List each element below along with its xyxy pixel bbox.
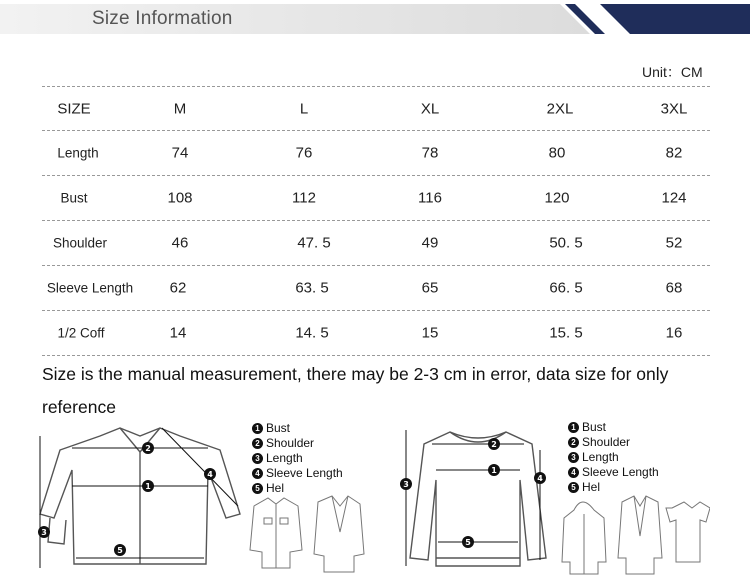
- table-cell: 50. 5: [549, 234, 583, 252]
- row-label: Shoulder: [52, 235, 108, 251]
- legend-item: [568, 450, 659, 465]
- table-cell: 15: [421, 324, 439, 342]
- legend-item: [568, 435, 659, 450]
- row-label: Length: [57, 145, 99, 161]
- unit-label: Unit：CM: [642, 64, 703, 80]
- legend-text: Hel: [266, 481, 285, 495]
- row-label: 1/2 Coff: [57, 325, 105, 341]
- measurement-legend-right: [568, 420, 659, 495]
- legend-text: Hel: [582, 480, 601, 494]
- legend-item: [568, 465, 659, 480]
- svg-text:3: 3: [403, 480, 409, 489]
- table-cell: 63. 5: [295, 279, 329, 297]
- svg-text:4: 4: [207, 470, 213, 479]
- table-cell: 120: [544, 189, 570, 207]
- size-table: [42, 86, 710, 356]
- legend-text: Shoulder: [582, 435, 631, 449]
- legend-item: [252, 466, 343, 481]
- svg-text:3: 3: [41, 528, 47, 537]
- measurement-legend: [252, 421, 343, 496]
- table-cell: 80: [548, 144, 566, 162]
- legend-number: 2: [568, 437, 579, 448]
- legend-number: 1: [568, 422, 579, 433]
- table-cell: 16: [665, 324, 683, 342]
- svg-text:1: 1: [491, 466, 497, 475]
- table-cell: 14. 5: [295, 324, 329, 342]
- legend-item: [252, 436, 343, 451]
- legend-text: Length: [582, 450, 619, 464]
- legend-text: Sleeve Length: [582, 465, 659, 479]
- legend-number: 5: [568, 482, 579, 493]
- table-row: [42, 266, 710, 311]
- page-title: Size Information: [92, 8, 233, 29]
- table-cell: 124: [661, 189, 687, 207]
- column-header: 2XL: [546, 100, 574, 117]
- table-row: [42, 131, 710, 176]
- svg-text:4: 4: [537, 474, 543, 483]
- legend-number: 1: [252, 423, 263, 434]
- table-cell: 14: [169, 324, 187, 342]
- table-cell: 82: [665, 144, 683, 162]
- column-header: SIZE: [57, 100, 91, 117]
- table-cell: 74: [171, 144, 189, 162]
- header-banner: [0, 0, 750, 38]
- table-cell: 62: [169, 279, 187, 297]
- table-cell: 52: [665, 234, 683, 252]
- table-header-row: [42, 86, 710, 131]
- legend-item: [252, 421, 343, 436]
- table-cell: 47. 5: [297, 234, 331, 252]
- table-row: [42, 221, 710, 266]
- legend-number: 4: [252, 468, 263, 479]
- table-cell: 49: [421, 234, 439, 252]
- legend-item: [568, 420, 659, 435]
- svg-text:1: 1: [145, 482, 151, 491]
- column-header: 3XL: [660, 100, 688, 117]
- jacket-sketches: [246, 492, 366, 576]
- svg-text:5: 5: [465, 538, 471, 547]
- svg-text:2: 2: [145, 444, 151, 453]
- legend-number: 2: [252, 438, 263, 449]
- column-header: M: [173, 100, 187, 117]
- table-cell: 15. 5: [549, 324, 583, 342]
- legend-number: 3: [252, 453, 263, 464]
- legend-item: [252, 451, 343, 466]
- svg-text:2: 2: [491, 440, 497, 449]
- table-cell: 116: [418, 189, 442, 207]
- table-cell: 78: [421, 144, 439, 162]
- measurement-note: Size is the manual measurement, there may be 2-3 cm in error, data size for only reference: [42, 364, 669, 417]
- table-cell: 76: [295, 144, 313, 162]
- legend-text: Bust: [582, 420, 607, 434]
- table-cell: 108: [167, 189, 193, 207]
- row-label: Sleeve Length: [46, 280, 134, 296]
- legend-number: 4: [568, 467, 579, 478]
- table-cell: 112: [292, 189, 316, 207]
- svg-text:5: 5: [117, 546, 123, 555]
- table-cell: 66. 5: [549, 279, 583, 297]
- sweater-measurement-diagram: [398, 420, 558, 580]
- column-header: XL: [420, 100, 440, 117]
- table-row: [42, 176, 710, 221]
- legend-text: Bust: [266, 421, 291, 435]
- table-cell: 68: [665, 279, 683, 297]
- legend-number: 5: [252, 483, 263, 494]
- column-header: L: [299, 100, 309, 117]
- table-cell: 65: [421, 279, 439, 297]
- table-row: [42, 311, 710, 356]
- legend-text: Length: [266, 451, 303, 465]
- legend-text: Shoulder: [266, 436, 315, 450]
- legend-number: 3: [568, 452, 579, 463]
- table-cell: 46: [171, 234, 189, 252]
- legend-text: Sleeve Length: [266, 466, 343, 480]
- hoodie-cardigan-tshirt-sketches: [560, 492, 710, 578]
- row-label: Bust: [60, 190, 88, 206]
- shirt-measurement-diagram: [30, 422, 250, 582]
